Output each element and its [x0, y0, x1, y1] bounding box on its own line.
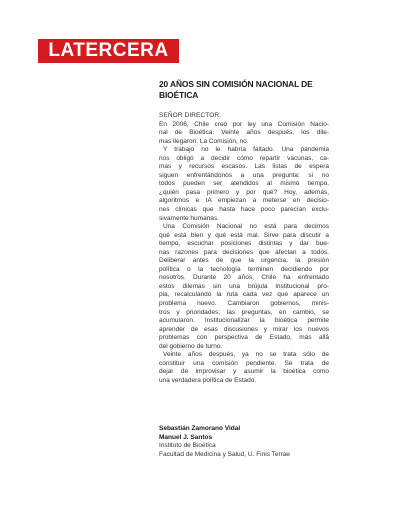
body-line: mas y recursos escasos. Las listas de espera: [159, 163, 329, 171]
body-line: nas razones para decisiones que afectan a todos.: [159, 248, 329, 256]
body-line: problemas con perspectiva de Estado, más allá: [159, 334, 329, 342]
body-line: nal de Bioética. Veinte años después, los dile-: [159, 129, 329, 137]
body-line: política o la tecnología terminen decidiendo por: [159, 265, 329, 273]
body-lines: [159, 121, 329, 386]
body-line: una verdadera política de Estado.: [159, 376, 257, 384]
body-line: nes clínicas que hasta hace poco parecían exclu-: [159, 206, 329, 214]
signatory-name: Manuel J. Santos: [159, 433, 213, 441]
headline-line: 20 AÑOS SIN COMISIÓN NACIONAL DE: [159, 79, 313, 89]
body-line: Una Comisión Nacional no está para decirnos: [163, 223, 329, 231]
body-line: tiempo, escuchar posiciones distintas y dar bue-: [159, 240, 329, 248]
body-line: sivamente humanas.: [159, 214, 219, 222]
body-line: problema nuevo. Cambiaron gobiernos, minis-: [159, 300, 329, 308]
headline-line: BIOÉTICA: [159, 89, 199, 100]
body-line: Deliberar antes de que la urgencia, la presión: [159, 257, 329, 265]
article-headline: [159, 79, 329, 100]
body-line: todos pueden ser atendidos al mismo tiempo,: [159, 180, 329, 188]
body-line: tros y prioridades; las preguntas, en cambio, se: [159, 308, 329, 316]
body-line: nos obligó a decidir cómo repartir vacunas, ca-: [159, 154, 329, 162]
body-line: acumularon. Institucionalizar la bioética permite: [159, 317, 329, 325]
body-line: Y trabajo no le habría faltado. Una pandemia: [163, 146, 329, 154]
salutation: SEÑOR DIRECTOR:: [159, 112, 222, 119]
article-body: [159, 112, 329, 386]
body-line: estos dilemas sin una brújula institucional pro-: [159, 282, 329, 290]
body-line: pia, recalculando la ruta cada vez que aparece un: [159, 291, 329, 299]
body-line: nosotros. Durante 20 años, Chile ha enfrentado: [159, 274, 329, 282]
body-line: constituir una comisión pendiente. Se trata de: [159, 359, 329, 367]
logo-text: LATERCERA: [48, 40, 169, 61]
affiliation: Facultad de Medicina y Salud, U. Finis Terrae: [159, 450, 291, 458]
body-line: mas llegaron. La Comisión, no.: [159, 137, 249, 145]
signature-block: [159, 425, 359, 459]
body-line: siguen enfrentándonos a una pregunta: si no: [159, 171, 329, 179]
body-line: aprender de esas discusiones y mirar los nuevos: [159, 325, 329, 333]
body-line: ¿quién pasa primero y por qué? Hoy, además,: [159, 188, 329, 196]
body-line: algoritmos e IA empiezan a meterse en decisio-: [159, 197, 329, 205]
body-line: Veinte años después, ya no se trata sólo de: [163, 351, 329, 359]
body-line: dejar de improvisar y asumir la bioética como: [159, 368, 329, 376]
signatory-name: Sebastián Zamorano Vidal: [159, 425, 241, 432]
body-line: En 2006, Chile creó por ley una Comisión Nacio-: [159, 120, 329, 128]
body-line: qué está bien y qué está mal. Sirve para discutir a: [159, 231, 329, 239]
body-line: del gobierno de turno.: [159, 342, 223, 350]
affiliation: Instituto de Bioética: [159, 442, 216, 450]
